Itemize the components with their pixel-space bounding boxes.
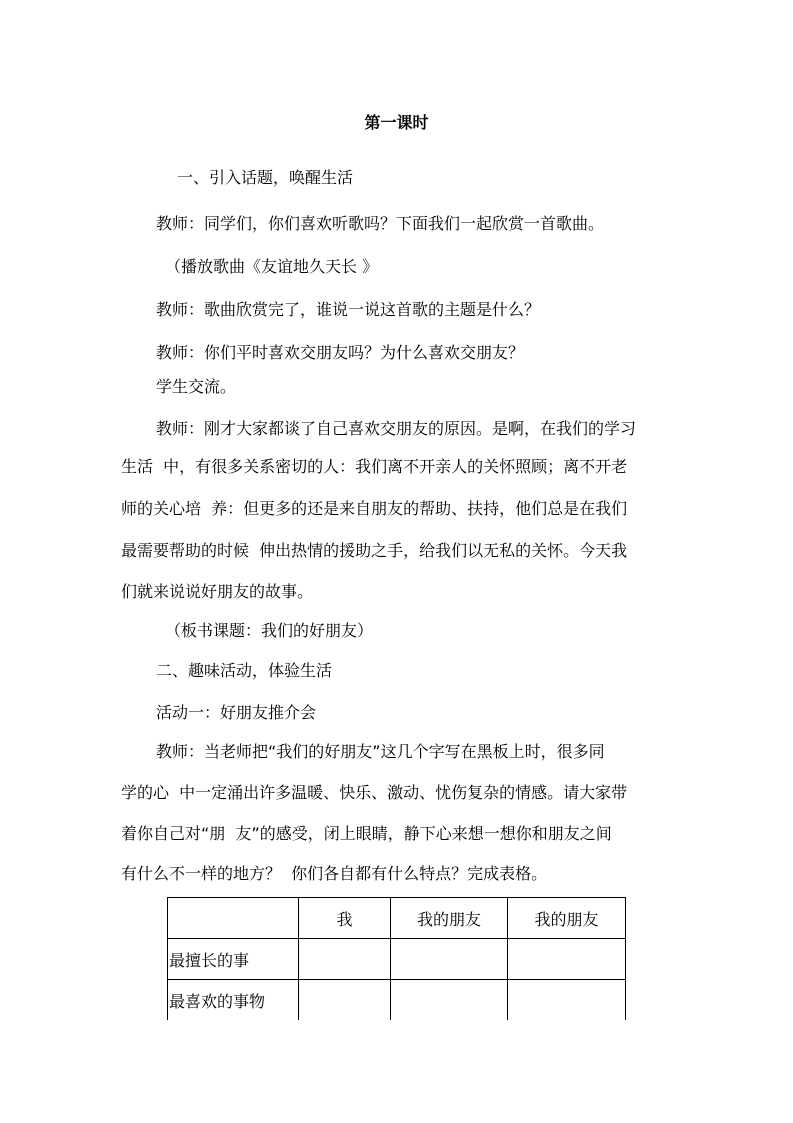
paragraph-line: 教师：你们平时喜欢交朋友吗？为什么喜欢交朋友？ <box>156 343 525 362</box>
paragraph-line: 最需要帮助的时候 伸出热情的援助之手，给我们以无私的关怀。今天我 <box>121 541 628 560</box>
paragraph-line: 有什么不一样的地方？ 你们各自都有什么特点？完成表格。 <box>121 864 548 883</box>
paragraph-line: 生活 中，有很多关系密切的人：我们离不开亲人的关怀照顾；离不开老 <box>121 457 628 476</box>
paragraph-line: （播放歌曲《友谊地久天长 》 <box>165 257 379 276</box>
table-row-label: 最擅长的事 <box>168 939 299 980</box>
paragraph-line: （板书课题：我们的好朋友） <box>165 621 374 640</box>
paragraph-line: 学生交流。 <box>156 377 237 396</box>
table-row <box>168 980 626 1021</box>
table-cell <box>508 939 626 980</box>
table-header-cell <box>168 898 299 939</box>
table-row-label: 最喜欢的事物 <box>168 980 299 1021</box>
paragraph-line: 师的关心培 养：但更多的还是来自朋友的帮助、扶持，他们总是在我们 <box>121 499 628 518</box>
paragraph-line: 教师：刚才大家都谈了自己喜欢交朋友的原因。是啊，在我们的学习 <box>156 419 637 438</box>
section-heading-1: 一、引入话题，唤醒生活 <box>177 168 354 187</box>
paragraph-line: 着你自己对“朋 友”的感受，闭上眼睛，静下心来想一想你和朋友之间 <box>121 824 612 843</box>
table-header-row <box>168 898 626 939</box>
paragraph-line: 学的心 中一定涌出许多温暖、快乐、激动、忧伤复杂的情感。请大家带 <box>121 783 628 802</box>
paragraph-line: 教师：同学们，你们喜欢听歌吗？下面我们一起欣赏一首歌曲。 <box>156 214 605 233</box>
section-heading-2: 二、趣味活动，体验生活 <box>156 661 333 680</box>
table-cell <box>508 980 626 1021</box>
table-header-cell: 我的朋友 <box>508 898 626 939</box>
table-cell <box>299 980 391 1021</box>
table-cell <box>391 939 508 980</box>
table-cell <box>299 939 391 980</box>
comparison-table <box>167 897 626 1020</box>
table-header-cell: 我 <box>299 898 391 939</box>
page-title: 第一课时 <box>364 113 429 132</box>
paragraph-line: 教师：当老师把“我们的好朋友”这几个字写在黑板上时，很多同 <box>156 742 605 761</box>
paragraph-line: 教师：歌曲欣赏完了，谁说一说这首歌的主题是什么？ <box>156 300 541 319</box>
table-header-cell: 我的朋友 <box>391 898 508 939</box>
paragraph-line: 们就来说说好朋友的故事。 <box>121 582 314 601</box>
paragraph-line: 活动一：好朋友推介会 <box>156 703 317 722</box>
table-row <box>168 939 626 980</box>
table-cell <box>391 980 508 1021</box>
